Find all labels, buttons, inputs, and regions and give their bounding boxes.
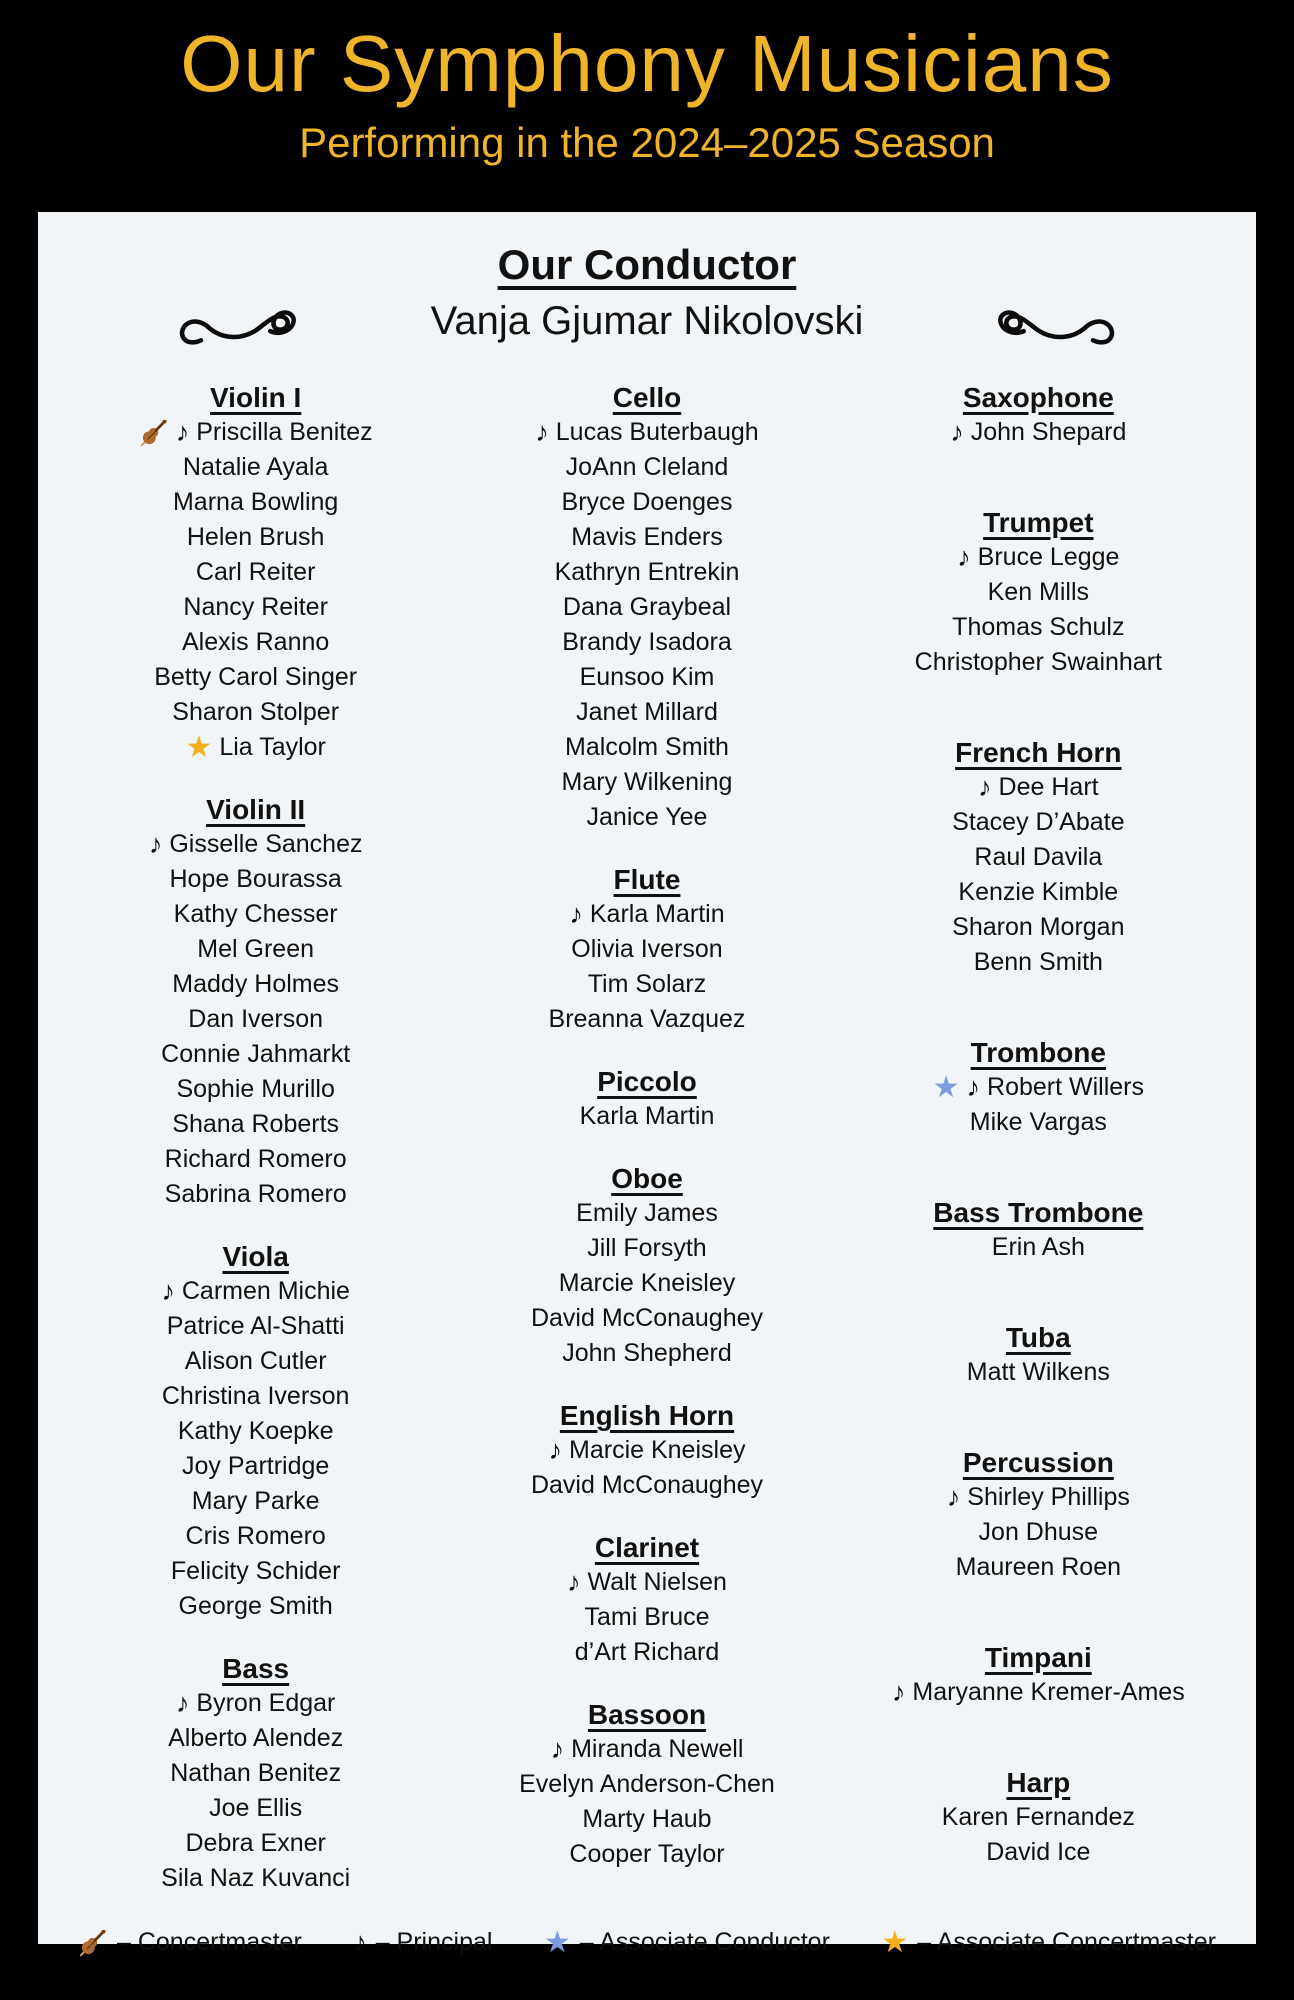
musician-row — [451, 897, 842, 932]
musician-row — [60, 1554, 451, 1589]
musician-name: Tim Solarz — [587, 970, 707, 998]
eighth-note-icon: ♪ — [161, 1276, 175, 1306]
legend — [60, 1925, 1234, 1966]
musician-row — [451, 967, 842, 1002]
musician-row — [60, 450, 451, 485]
musician-row — [60, 1791, 451, 1826]
musician-row — [60, 520, 451, 555]
musician-name: Sila Naz Kuvanci — [161, 1864, 351, 1892]
eighth-note-icon: ♪ — [567, 1567, 581, 1597]
section-title-oboe: Oboe — [611, 1163, 683, 1194]
musician-row — [451, 695, 842, 730]
musician-row — [60, 1309, 451, 1344]
musicians-card — [38, 212, 1256, 1959]
musician-row — [60, 862, 451, 897]
musician-row — [843, 1480, 1234, 1515]
sections-columns — [60, 380, 1234, 1925]
musician-name: Sharon Stolper — [172, 698, 340, 726]
musician-name: Eunsoo Kim — [579, 663, 715, 691]
section-title-viola: Viola — [222, 1241, 289, 1272]
musician-name: Carmen Michie — [181, 1277, 350, 1305]
musician-row — [843, 540, 1234, 575]
musician-name: Natalie Ayala — [182, 453, 329, 481]
section-clarinet — [451, 1530, 842, 1670]
musician-name: Bryce Doenges — [561, 488, 733, 516]
musician-name: Jill Forsyth — [587, 1234, 707, 1262]
musician-name: Sharon Morgan — [952, 913, 1125, 941]
musician-row — [451, 660, 842, 695]
musician-row — [843, 840, 1234, 875]
musician-row — [60, 1449, 451, 1484]
musician-name: Byron Edgar — [196, 1689, 336, 1717]
section-title-flute: Flute — [613, 864, 681, 895]
musician-name: Evelyn Anderson-Chen — [519, 1770, 775, 1798]
musician-name: Raul Davila — [974, 843, 1103, 871]
musician-name: Janet Millard — [576, 698, 718, 726]
section-title-saxophone: Saxophone — [962, 382, 1114, 413]
section-title-clarinet: Clarinet — [594, 1532, 700, 1563]
musician-name: Debra Exner — [185, 1829, 326, 1857]
musician-name: Connie Jahmarkt — [161, 1040, 351, 1068]
musician-row — [60, 1721, 451, 1756]
column-3 — [843, 380, 1234, 1925]
legend-label: – Concertmaster — [117, 1928, 302, 1956]
musician-name: Kathryn Entrekin — [554, 558, 740, 586]
conductor-name: Vanja Gjumar Nikolovski — [430, 299, 864, 343]
musician-name: David McConaughey — [530, 1304, 764, 1332]
section-title-trumpet: Trumpet — [983, 507, 1094, 538]
musician-name: Mel Green — [197, 935, 315, 963]
musician-row — [451, 1635, 842, 1670]
legend-label: – Associate Concertmaster — [917, 1928, 1216, 1956]
musician-name: d’Art Richard — [574, 1638, 720, 1666]
musician-row — [843, 910, 1234, 945]
musician-row — [843, 1675, 1234, 1710]
gold-star-icon: ★ — [881, 1926, 909, 1959]
musician-row — [451, 415, 842, 450]
musician-row — [60, 1379, 451, 1414]
section-violin-1 — [60, 380, 451, 765]
musician-row — [60, 1756, 451, 1791]
musician-row — [60, 1002, 451, 1037]
musician-row — [451, 485, 842, 520]
musician-name: Stacey D’Abate — [952, 808, 1125, 836]
eighth-note-icon: ♪ — [950, 417, 964, 447]
legend-item-associate-concertmaster — [881, 1925, 1216, 1960]
eighth-note-icon: ♪ — [978, 772, 992, 802]
musician-row — [451, 1301, 842, 1336]
musician-row — [843, 770, 1234, 805]
musician-name: Joy Partridge — [182, 1452, 330, 1480]
musician-name: Nathan Benitez — [170, 1759, 342, 1787]
musician-row — [451, 1600, 842, 1635]
section-cello — [451, 380, 842, 835]
musician-row — [843, 805, 1234, 840]
section-bass-trombone — [843, 1195, 1234, 1265]
musician-row — [843, 1550, 1234, 1585]
musician-name: Kathy Chesser — [173, 900, 338, 928]
musician-row — [451, 625, 842, 660]
musician-name: Gisselle Sanchez — [169, 830, 363, 858]
conductor-heading: Our Conductor — [497, 241, 797, 288]
musician-name: Nancy Reiter — [183, 593, 328, 621]
musician-row — [451, 1002, 842, 1037]
musician-row — [60, 1589, 451, 1624]
musician-name: Maddy Holmes — [172, 970, 340, 998]
musician-name: David Ice — [986, 1838, 1091, 1866]
musician-name: Sophie Murillo — [176, 1075, 335, 1103]
musician-row — [60, 730, 451, 765]
musician-row — [451, 590, 842, 625]
poster-title: Our Symphony Musicians — [180, 19, 1114, 108]
musician-name: Shana Roberts — [172, 1110, 340, 1138]
violin-icon — [78, 1928, 108, 1958]
section-bassoon — [451, 1697, 842, 1872]
section-trumpet — [843, 505, 1234, 680]
musician-name: Emily James — [576, 1199, 718, 1227]
eighth-note-icon: ♪ — [946, 1482, 961, 1512]
musician-row — [451, 1565, 842, 1600]
musician-row — [60, 1414, 451, 1449]
eighth-note-icon: ♪ — [175, 1688, 190, 1718]
musician-name: Christina Iverson — [161, 1382, 350, 1410]
musician-row — [843, 1105, 1234, 1140]
musician-name: Walt Nielsen — [587, 1568, 727, 1596]
musician-row — [451, 730, 842, 765]
musician-row — [451, 1837, 842, 1872]
musician-row — [451, 765, 842, 800]
musician-name: Mary Wilkening — [561, 768, 733, 796]
musician-name: Olivia Iverson — [571, 935, 723, 963]
musician-name: Janice Yee — [586, 803, 708, 831]
section-oboe — [451, 1161, 842, 1371]
section-title-tuba: Tuba — [1005, 1322, 1071, 1353]
musician-name: Erin Ash — [991, 1233, 1085, 1261]
musician-row — [451, 1802, 842, 1837]
musician-name: Benn Smith — [973, 948, 1103, 976]
musician-row — [451, 1231, 842, 1266]
musician-name: Brandy Isadora — [562, 628, 732, 656]
musician-row — [843, 1515, 1234, 1550]
section-piccolo — [451, 1064, 842, 1134]
musician-name: George Smith — [178, 1592, 333, 1620]
musician-row — [451, 932, 842, 967]
legend-label: – Associate Conductor — [579, 1928, 830, 1956]
section-title-percussion: Percussion — [962, 1447, 1114, 1478]
poster-subtitle: Performing in the 2024–2025 Season — [299, 119, 995, 166]
musician-row — [451, 1732, 842, 1767]
musician-row — [60, 1037, 451, 1072]
musician-name: Hope Bourassa — [169, 865, 342, 893]
musician-row — [451, 1196, 842, 1231]
section-title-bassoon: Bassoon — [587, 1699, 707, 1730]
section-title-cello: Cello — [612, 382, 682, 413]
legend-label: – Principal — [375, 1928, 493, 1956]
column-1 — [60, 380, 451, 1923]
musician-name: Bruce Legge — [977, 543, 1120, 571]
musician-name: Alberto Alendez — [168, 1724, 344, 1752]
musician-name: Maryanne Kremer-Ames — [912, 1678, 1185, 1706]
musician-row — [60, 1861, 451, 1896]
section-bass — [60, 1651, 451, 1896]
musician-name: Miranda Newell — [571, 1735, 744, 1763]
musician-name: Dee Hart — [998, 773, 1099, 801]
musician-row — [451, 450, 842, 485]
musician-row — [60, 625, 451, 660]
musician-name: David McConaughey — [530, 1471, 764, 1499]
musician-row — [60, 660, 451, 695]
eighth-note-icon: ♪ — [569, 899, 583, 929]
musician-row — [451, 1266, 842, 1301]
section-harp — [843, 1765, 1234, 1870]
musician-row — [451, 800, 842, 835]
musician-name: Ken Mills — [987, 578, 1090, 606]
eighth-note-icon: ♪ — [535, 417, 549, 447]
musician-name: Alexis Ranno — [182, 628, 330, 656]
musician-name: John Shepherd — [562, 1339, 732, 1367]
section-title-bass-trombone: Bass Trombone — [933, 1197, 1144, 1228]
musician-row — [60, 695, 451, 730]
eighth-note-icon: ♪ — [891, 1677, 906, 1707]
musician-row — [451, 1767, 842, 1802]
musician-row — [843, 1835, 1234, 1870]
eighth-note-icon: ♪ — [550, 1734, 565, 1764]
musician-name: Robert Willers — [987, 1073, 1145, 1101]
musician-name: JoAnn Cleland — [565, 453, 729, 481]
musician-row — [60, 1686, 451, 1721]
musician-row — [451, 1099, 842, 1134]
musician-name: Lia Taylor — [219, 733, 326, 761]
musician-name: Malcolm Smith — [565, 733, 729, 761]
musician-row — [60, 967, 451, 1002]
legend-item-associate-conductor — [544, 1925, 830, 1960]
musician-name: Breanna Vazquez — [548, 1005, 746, 1033]
musician-row — [451, 1336, 842, 1371]
musician-row — [60, 1142, 451, 1177]
musician-row — [843, 645, 1234, 680]
musician-name: Mike Vargas — [969, 1108, 1107, 1136]
musician-row — [60, 1484, 451, 1519]
violin-icon — [139, 418, 169, 448]
musician-row — [60, 1177, 451, 1212]
musician-row — [60, 1519, 451, 1554]
musician-name: Matt Wilkens — [966, 1358, 1110, 1386]
musician-name: Felicity Schider — [170, 1557, 341, 1585]
musician-row — [451, 1468, 842, 1503]
musician-name: Cris Romero — [185, 1522, 326, 1550]
musician-name: Christopher Swainhart — [914, 648, 1162, 676]
musician-row — [60, 590, 451, 625]
musician-name: Cooper Taylor — [569, 1840, 725, 1868]
column-2 — [451, 380, 842, 1899]
musician-row — [843, 945, 1234, 980]
musician-name: Patrice Al-Shatti — [166, 1312, 345, 1340]
section-violin-2 — [60, 792, 451, 1212]
musician-row — [60, 1072, 451, 1107]
section-title-trombone: Trombone — [970, 1037, 1106, 1068]
musician-name: Dana Graybeal — [562, 593, 732, 621]
musician-name: Maureen Roen — [955, 1553, 1122, 1581]
musician-name: Karla Martin — [589, 900, 725, 928]
legend-item-concertmaster — [78, 1928, 302, 1958]
musician-name: Sabrina Romero — [164, 1180, 347, 1208]
musician-row — [60, 827, 451, 862]
musician-row — [843, 1230, 1234, 1265]
musician-name: Priscilla Benitez — [196, 418, 373, 446]
section-english-horn — [451, 1398, 842, 1503]
musician-row — [843, 875, 1234, 910]
conductor-section — [60, 242, 1234, 342]
musician-name: Joe Ellis — [209, 1794, 303, 1822]
blue-star-icon: ★ — [543, 1926, 571, 1959]
musician-row — [60, 485, 451, 520]
musician-name: Jon Dhuse — [978, 1518, 1099, 1546]
musician-row — [60, 555, 451, 590]
section-title-piccolo: Piccolo — [597, 1066, 697, 1097]
musician-row — [451, 1433, 842, 1468]
section-title-violin-1: Violin I — [210, 382, 302, 413]
musician-name: Karla Martin — [579, 1102, 715, 1130]
section-saxophone — [843, 380, 1234, 450]
flourish-left-icon — [172, 294, 300, 350]
legend-item-principal — [353, 1925, 492, 1960]
musician-row — [451, 520, 842, 555]
musician-name: Kathy Koepke — [177, 1417, 334, 1445]
section-flute — [451, 862, 842, 1037]
section-trombone — [843, 1035, 1234, 1140]
musician-row — [60, 1344, 451, 1379]
eighth-note-icon: ♪ — [957, 542, 971, 572]
musician-row — [60, 932, 451, 967]
eighth-note-icon: ♪ — [966, 1072, 981, 1102]
musician-name: Alison Cutler — [184, 1347, 327, 1375]
flourish-right-icon — [994, 294, 1122, 350]
musician-row — [451, 555, 842, 590]
musician-name: Marna Bowling — [172, 488, 339, 516]
eighth-note-icon: ♪ — [175, 417, 190, 447]
section-title-english-horn: English Horn — [559, 1400, 735, 1431]
musician-name: Carl Reiter — [195, 558, 316, 586]
musician-name: Betty Carol Singer — [154, 663, 358, 691]
musician-name: Kenzie Kimble — [958, 878, 1119, 906]
section-timpani — [843, 1640, 1234, 1710]
musician-row — [843, 1800, 1234, 1835]
musician-row — [843, 415, 1234, 450]
blue-star-icon: ★ — [932, 1071, 960, 1104]
poster-header — [0, 0, 1294, 166]
section-tuba — [843, 1320, 1234, 1390]
musician-row — [60, 1826, 451, 1861]
musician-name: Dan Iverson — [188, 1005, 324, 1033]
musician-row — [60, 897, 451, 932]
section-title-violin-2: Violin II — [206, 794, 306, 825]
musician-name: Helen Brush — [186, 523, 325, 551]
musician-row — [60, 1107, 451, 1142]
musician-row — [843, 1355, 1234, 1390]
musician-row — [843, 1070, 1234, 1105]
musician-name: Mavis Enders — [571, 523, 723, 551]
section-title-bass: Bass — [222, 1653, 290, 1684]
gold-star-icon: ★ — [185, 731, 213, 764]
musician-name: Tami Bruce — [584, 1603, 710, 1631]
section-french-horn — [843, 735, 1234, 980]
eighth-note-icon: ♪ — [548, 1435, 563, 1465]
musician-name: Mary Parke — [191, 1487, 320, 1515]
musician-name: Karen Fernandez — [941, 1803, 1135, 1831]
musician-name: Marcie Kneisley — [558, 1269, 736, 1297]
musician-name: John Shepard — [970, 418, 1127, 446]
musician-name: Marty Haub — [582, 1805, 712, 1833]
eighth-note-icon: ♪ — [353, 1927, 367, 1957]
musician-row — [60, 415, 451, 450]
musician-name: Richard Romero — [164, 1145, 347, 1173]
section-percussion — [843, 1445, 1234, 1585]
musician-row — [843, 610, 1234, 645]
section-title-harp: Harp — [1006, 1767, 1071, 1798]
musician-name: Marcie Kneisley — [569, 1436, 746, 1464]
section-viola — [60, 1239, 451, 1624]
eighth-note-icon: ♪ — [148, 829, 163, 859]
section-title-timpani: Timpani — [984, 1642, 1092, 1673]
musician-name: Thomas Schulz — [952, 613, 1125, 641]
musician-row — [60, 1274, 451, 1309]
section-title-french-horn: French Horn — [955, 737, 1122, 768]
musician-row — [843, 575, 1234, 610]
musician-name: Lucas Buterbaugh — [555, 418, 759, 446]
musician-name: Shirley Phillips — [967, 1483, 1130, 1511]
